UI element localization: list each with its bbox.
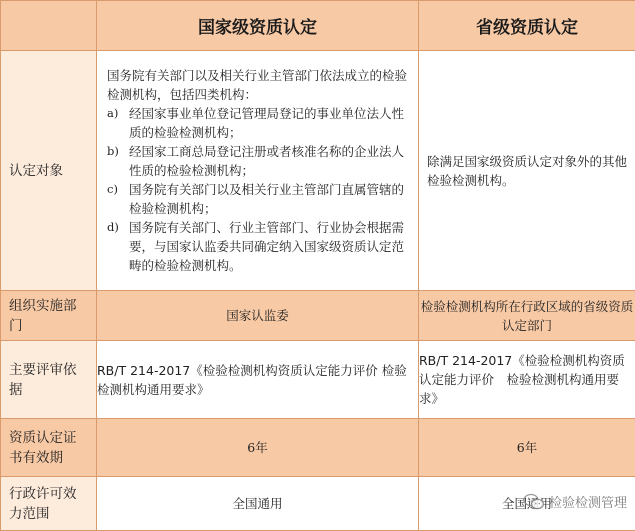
watermark-text: 检验检测管理	[549, 492, 627, 511]
item-marker: b)	[107, 142, 129, 180]
basis-provincial: RB/T 214-2017《检验检测机构资质认定能力评价 检验检测机构通用要求》	[419, 341, 635, 419]
row-validity	[1, 419, 635, 477]
target-item-b	[97, 142, 418, 180]
target-item-a	[97, 104, 418, 142]
row-org	[1, 291, 635, 341]
validity-national: 6年	[97, 419, 419, 477]
row-label-org: 组织实施部门	[1, 291, 97, 341]
scope-national: 全国通用	[97, 477, 419, 531]
validity-provincial: 6年	[419, 419, 635, 477]
row-label-target: 认定对象	[1, 51, 97, 291]
item-marker: d)	[107, 218, 129, 275]
watermark	[523, 492, 627, 511]
org-provincial: 检验检测机构所在行政区域的省级资质认定部门	[419, 291, 635, 341]
row-label-basis: 主要评审依据	[1, 341, 97, 419]
org-national: 国家认监委	[97, 291, 419, 341]
target-national-intro: 国务院有关部门以及相关行业主管部门依法成立的检验检测机构，包括四类机构：	[97, 66, 418, 104]
header-national: 国家级资质认定	[97, 1, 419, 51]
row-basis	[1, 341, 635, 419]
header-provincial: 省级资质认定	[419, 1, 635, 51]
target-provincial-cell	[419, 51, 635, 291]
target-item-c	[97, 180, 418, 218]
item-marker: c)	[107, 180, 129, 218]
header-corner-cell	[1, 1, 97, 51]
header-row	[1, 1, 635, 51]
item-text: 国务院有关部门、行业主管部门、行业协会根据需要，与国家认监委共同确定纳入国家级资质认定范畴的检验检测机构。	[129, 218, 410, 275]
target-provincial-text: 除满足国家级资质认定对象外的其他检验检测机构。	[419, 152, 635, 190]
target-item-d	[97, 218, 418, 275]
row-target	[1, 51, 635, 291]
item-text: 经国家事业单位登记管理局登记的事业单位法人性质的检验检测机构；	[129, 104, 410, 142]
item-text: 经国家工商总局登记注册或者核准名称的企业法人性质的检验检测机构；	[129, 142, 410, 180]
row-label-scope: 行政许可效力范围	[1, 477, 97, 531]
row-label-validity: 资质认定证书有效期	[1, 419, 97, 477]
item-marker: a)	[107, 104, 129, 142]
item-text: 国务院有关部门以及相关行业主管部门直属管辖的检验检测机构；	[129, 180, 410, 218]
basis-national: RB/T 214-2017《检验检测机构资质认定能力评价 检验检测机构通用要求》	[97, 341, 419, 419]
wechat-icon	[523, 493, 545, 511]
scope-provincial: 全国通用	[419, 477, 635, 531]
target-national-cell	[97, 51, 419, 291]
